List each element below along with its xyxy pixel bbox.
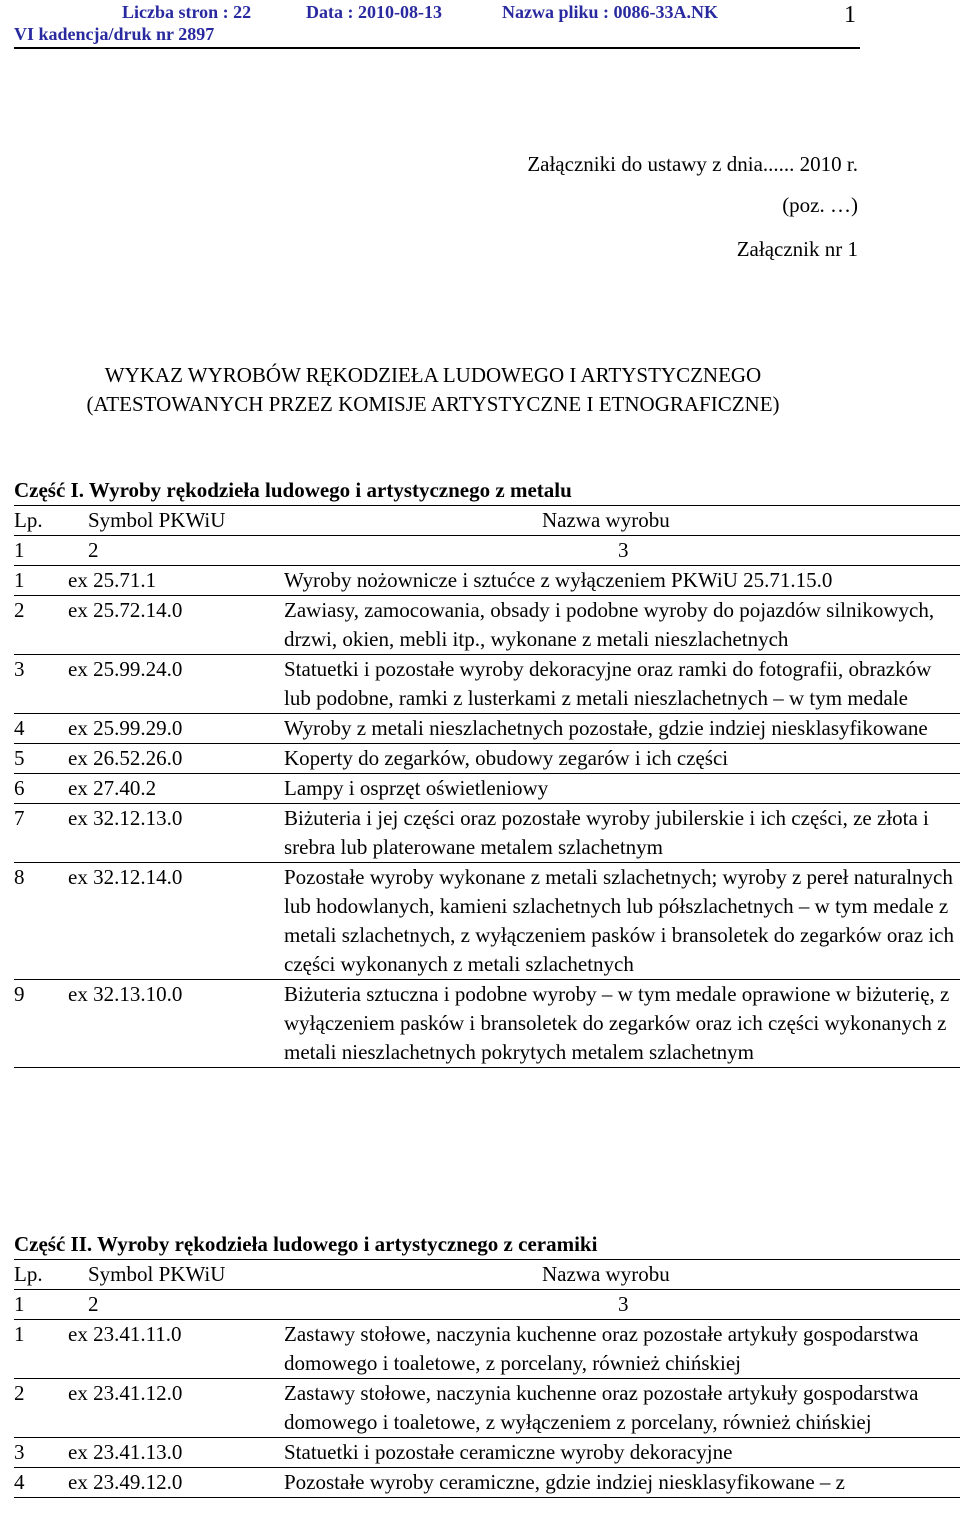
attachment-line-3: Załącznik nr 1 (736, 237, 858, 261)
part1-number-row (14, 536, 960, 566)
row-lp: 8 (14, 865, 25, 889)
row-name: Pozostałe wyroby wykonane z metali szlachetnych; wyroby z pereł naturalnych lub hodowlanych, kamieni szlachetnych lub półszlachetnych – w tym medale z metali szlachetnych, z wyłączeniem pasków i bransoletek do zegarków oraz ich części wykonanych z metali szlachetnych (284, 865, 954, 976)
header-filename: Nazwa pliku : 0086-33A.NK (502, 2, 719, 22)
row-symbol: ex 25.72.14.0 (68, 598, 183, 622)
row-lp: 4 (14, 1470, 25, 1494)
row-name: Pozostałe wyroby ceramiczne, gdzie indziej niesklasyfikowane – z (284, 1470, 845, 1494)
num-3: 3 (618, 1292, 629, 1316)
part2-table (14, 1259, 960, 1498)
header-pages: Liczba stron : 22 (122, 2, 252, 22)
num-2: 2 (88, 538, 99, 562)
table-row (14, 1438, 960, 1468)
table-row (14, 774, 960, 804)
row-symbol: ex 25.99.24.0 (68, 657, 183, 681)
part1-heading: Część I. Wyroby rękodzieła ludowego i artystycznego z metalu (14, 478, 572, 502)
row-symbol: ex 32.12.14.0 (68, 865, 183, 889)
row-symbol: ex 23.41.13.0 (68, 1440, 183, 1464)
table-row (14, 596, 960, 655)
part1-table (14, 505, 960, 1068)
num-1: 1 (14, 1292, 25, 1316)
header-divider (14, 47, 860, 49)
col-name: Nazwa wyrobu (542, 1262, 670, 1286)
document-title-line-2: (ATESTOWANYCH PRZEZ KOMISJE ARTYSTYCZNE I ETNOGRAFICZNE) (86, 392, 780, 416)
col-name: Nazwa wyrobu (542, 508, 670, 532)
row-symbol: ex 23.49.12.0 (68, 1470, 183, 1494)
document-header (0, 0, 960, 60)
row-lp: 3 (14, 1440, 25, 1464)
row-lp: 7 (14, 806, 25, 830)
row-symbol: ex 25.71.1 (68, 568, 157, 592)
document-title-line-1: WYKAZ WYROBÓW RĘKODZIEŁA LUDOWEGO I ARTYSTYCZNEGO (104, 363, 762, 387)
row-lp: 1 (14, 1322, 25, 1346)
part2-number-row (14, 1290, 960, 1320)
row-lp: 2 (14, 1381, 25, 1405)
row-name: Lampy i osprzęt oświetleniowy (284, 776, 549, 800)
num-3: 3 (618, 538, 629, 562)
row-name: Koperty do zegarków, obudowy zegarów i ich części (284, 746, 729, 770)
row-symbol: ex 25.99.29.0 (68, 716, 183, 740)
row-symbol: ex 27.40.2 (68, 776, 157, 800)
table-row (14, 714, 960, 744)
row-symbol: ex 26.52.26.0 (68, 746, 183, 770)
row-lp: 5 (14, 746, 25, 770)
table-row (14, 980, 960, 1068)
row-symbol: ex 32.13.10.0 (68, 982, 183, 1006)
table-row (14, 804, 960, 863)
col-symbol: Symbol PKWiU (88, 1262, 226, 1286)
attachment-line-2: (poz. …) (782, 193, 858, 217)
row-symbol: ex 32.12.13.0 (68, 806, 183, 830)
row-name: Wyroby z metali nieszlachetnych pozostałe, gdzie indziej niesklasyfikowane (284, 716, 928, 740)
row-lp: 9 (14, 982, 25, 1006)
row-lp: 1 (14, 568, 25, 592)
row-name: Statuetki i pozostałe ceramiczne wyroby dekoracyjne (284, 1440, 733, 1464)
row-symbol: ex 23.41.12.0 (68, 1381, 183, 1405)
table-row (14, 1379, 960, 1438)
table-row (14, 566, 960, 596)
row-name: Zawiasy, zamocowania, obsady i podobne wyroby do pojazdów silnikowych, drzwi, okien, mebli itp., wykonane z metali nieszlachetnych (284, 598, 935, 651)
table-row (14, 1468, 960, 1498)
col-lp: Lp. (14, 1262, 43, 1286)
part2-heading: Część II. Wyroby rękodzieła ludowego i artystycznego z ceramiki (14, 1232, 598, 1256)
table-row (14, 655, 960, 714)
row-name: Zastawy stołowe, naczynia kuchenne oraz pozostałe artykuły gospodarstwa domowego i toaletowe, z wyłączeniem z porcelany, również chińskiej (284, 1381, 919, 1434)
row-name: Biżuteria sztuczna i podobne wyroby – w tym medale oprawione w biżuterię, z wyłączeniem pasków i bransoletek do zegarków oraz ich części wykonanych z metali nieszlachetnych pokrytych metalem szlachetnym (284, 982, 950, 1064)
table-row (14, 744, 960, 774)
num-1: 1 (14, 538, 25, 562)
row-lp: 4 (14, 716, 25, 740)
row-lp: 2 (14, 598, 25, 622)
part2-header-row (14, 1259, 960, 1290)
row-symbol: ex 23.41.11.0 (68, 1322, 182, 1346)
header-cadence: VI kadencja/druk nr 2897 (14, 24, 215, 44)
table-row (14, 1320, 960, 1379)
row-name: Wyroby nożownicze i sztućce z wyłączeniem PKWiU 25.71.15.0 (284, 568, 833, 592)
row-name: Zastawy stołowe, naczynia kuchenne oraz pozostałe artykuły gospodarstwa domowego i toaletowe, z porcelany, również chińskiej (284, 1322, 919, 1375)
row-lp: 3 (14, 657, 25, 681)
col-symbol: Symbol PKWiU (88, 508, 226, 532)
header-date: Data : 2010-08-13 (306, 2, 442, 22)
table-row (14, 863, 960, 980)
attachment-line-1: Załączniki do ustawy z dnia...... 2010 r. (527, 152, 858, 176)
row-name: Statuetki i pozostałe wyroby dekoracyjne oraz ramki do fotografii, obrazków lub podobne, ramki z lusterkami z metali nieszlachetnych – w tym medale (284, 657, 932, 710)
row-name: Biżuteria i jej części oraz pozostałe wyroby jubilerskie i ich części, ze złota i srebra lub platerowane metalem szlachetnym (284, 806, 929, 859)
col-lp: Lp. (14, 508, 43, 532)
part1-header-row (14, 505, 960, 536)
page-number: 1 (844, 2, 856, 28)
row-lp: 6 (14, 776, 25, 800)
num-2: 2 (88, 1292, 99, 1316)
